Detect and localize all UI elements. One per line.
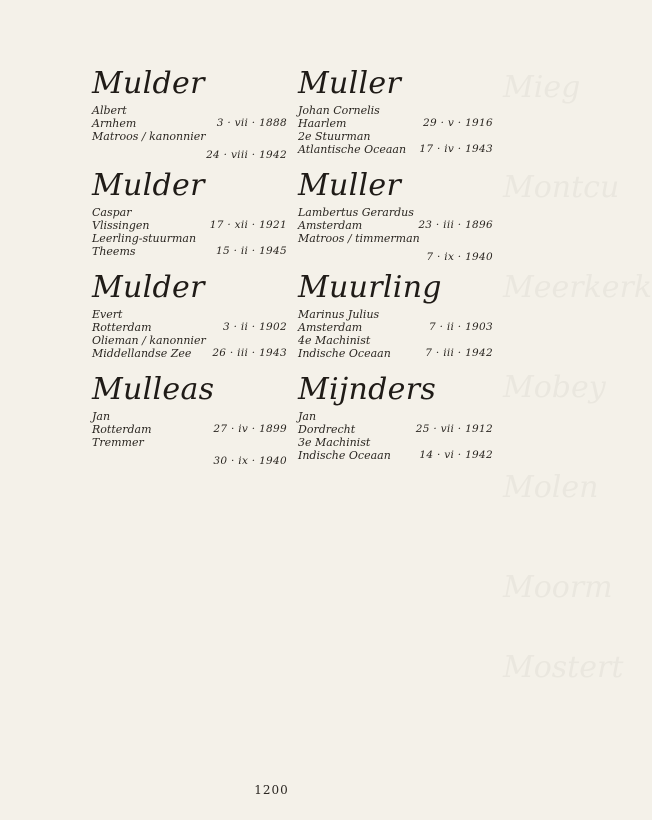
- first-names-line: [92, 410, 287, 423]
- birth-date: 3 · vii · 1888: [216, 117, 287, 129]
- ghost-name: Mostert: [503, 650, 624, 685]
- loss-line: [298, 449, 493, 462]
- birth-place: Amsterdam: [298, 219, 363, 232]
- rank-line: [92, 436, 287, 449]
- loss-date: 7 · ix · 1940: [426, 251, 493, 263]
- birth-date: 29 · v · 1916: [423, 117, 493, 129]
- loss-place: Indische Oceaan: [298, 347, 391, 360]
- surname: Muurling: [298, 270, 442, 305]
- left-column: [92, 64, 287, 472]
- memorial-entry: [92, 370, 287, 472]
- birth-place: Rotterdam: [92, 423, 152, 436]
- first-names-line: [92, 104, 287, 117]
- rank-line: [92, 232, 287, 245]
- loss-date: 30 · ix · 1940: [213, 455, 287, 467]
- first-names: Jan: [298, 410, 317, 423]
- birth-line: [298, 219, 493, 232]
- first-names-line: [298, 410, 493, 423]
- loss-place: Indische Oceaan: [298, 449, 391, 462]
- first-names: Albert: [92, 104, 127, 117]
- birth-line: [298, 423, 493, 436]
- memorial-entry: [298, 268, 493, 370]
- birth-date: 27 · iv · 1899: [213, 423, 287, 435]
- loss-date: 24 · viii · 1942: [206, 149, 287, 161]
- birth-line: [298, 117, 493, 130]
- first-names: Jan: [92, 410, 111, 423]
- rank-line: [92, 130, 287, 143]
- surname: Mulder: [92, 168, 205, 203]
- memorial-entry: [298, 64, 493, 166]
- memorial-entry: [92, 166, 287, 268]
- ghost-name: Meerkerk: [503, 270, 652, 305]
- memorial-entry: [92, 64, 287, 166]
- loss-line: [298, 251, 493, 264]
- loss-date: 15 · ii · 1945: [215, 245, 287, 257]
- first-names: Caspar: [92, 206, 132, 219]
- surname: Mulder: [92, 270, 205, 305]
- ghost-name: Mieg: [503, 70, 581, 105]
- right-column: [298, 64, 493, 472]
- birth-place: Haarlem: [298, 117, 347, 130]
- first-names: Evert: [92, 308, 123, 321]
- birth-date: 7 · ii · 1903: [428, 321, 493, 333]
- birth-place: Arnhem: [92, 117, 137, 130]
- loss-date: 14 · vi · 1942: [419, 449, 493, 461]
- rank: Olieman / kanonnier: [92, 334, 206, 347]
- page-number: 1200: [254, 783, 289, 797]
- first-names: Lambertus Gerardus: [298, 206, 414, 219]
- loss-line: [92, 347, 287, 360]
- birth-place: Dordrecht: [298, 423, 356, 436]
- birth-line: [92, 423, 287, 436]
- first-names-line: [298, 104, 493, 117]
- surname: Mulder: [92, 66, 205, 101]
- first-names-line: [92, 308, 287, 321]
- loss-line: [92, 245, 287, 258]
- ghost-name: Mobey: [503, 370, 606, 405]
- loss-place: Atlantische Oceaan: [298, 143, 407, 156]
- loss-line: [92, 149, 287, 162]
- memorial-entry: [298, 370, 493, 472]
- birth-date: 25 · vii · 1912: [415, 423, 493, 435]
- memorial-entry: [92, 268, 287, 370]
- surname: Muller: [298, 168, 402, 203]
- birth-line: [92, 219, 287, 232]
- rank-line: [298, 436, 493, 449]
- birth-line: [92, 117, 287, 130]
- birth-date: 3 · ii · 1902: [222, 321, 287, 333]
- ghost-name: Montcu: [503, 170, 620, 205]
- birth-line: [92, 321, 287, 334]
- rank: 4e Machinist: [298, 334, 371, 347]
- birth-date: 17 · xii · 1921: [209, 219, 287, 231]
- memorial-entry: [298, 166, 493, 268]
- ghost-name: Moorm: [503, 570, 613, 605]
- surname: Mulleas: [92, 372, 215, 407]
- loss-date: 7 · iii · 1942: [425, 347, 493, 359]
- birth-date: 23 · iii · 1896: [418, 219, 493, 231]
- rank: Leerling-stuurman: [92, 232, 197, 245]
- surname: Muller: [298, 66, 402, 101]
- loss-line: [92, 455, 287, 468]
- first-names: Johan Cornelis: [298, 104, 380, 117]
- rank-line: [298, 130, 493, 143]
- loss-place: Middellandse Zee: [92, 347, 192, 360]
- loss-date: 26 · iii · 1943: [212, 347, 287, 359]
- rank: 3e Machinist: [298, 436, 371, 449]
- birth-place: Vlissingen: [92, 219, 150, 232]
- first-names: Marinus Julius: [298, 308, 380, 321]
- rank: Matroos / timmerman: [298, 232, 420, 245]
- rank: Tremmer: [92, 436, 144, 449]
- birth-line: [298, 321, 493, 334]
- loss-date: 17 · iv · 1943: [419, 143, 493, 155]
- birth-place: Rotterdam: [92, 321, 152, 334]
- loss-line: [298, 143, 493, 156]
- surname: Mijnders: [298, 372, 437, 407]
- loss-place: Theems: [92, 245, 136, 258]
- first-names-line: [298, 206, 493, 219]
- rank: 2e Stuurman: [298, 130, 371, 143]
- first-names-line: [298, 308, 493, 321]
- ghost-name: Molen: [503, 470, 599, 505]
- rank-line: [92, 334, 287, 347]
- rank-line: [298, 232, 493, 245]
- rank-line: [298, 334, 493, 347]
- loss-line: [298, 347, 493, 360]
- rank: Matroos / kanonnier: [92, 130, 206, 143]
- birth-place: Amsterdam: [298, 321, 363, 334]
- first-names-line: [92, 206, 287, 219]
